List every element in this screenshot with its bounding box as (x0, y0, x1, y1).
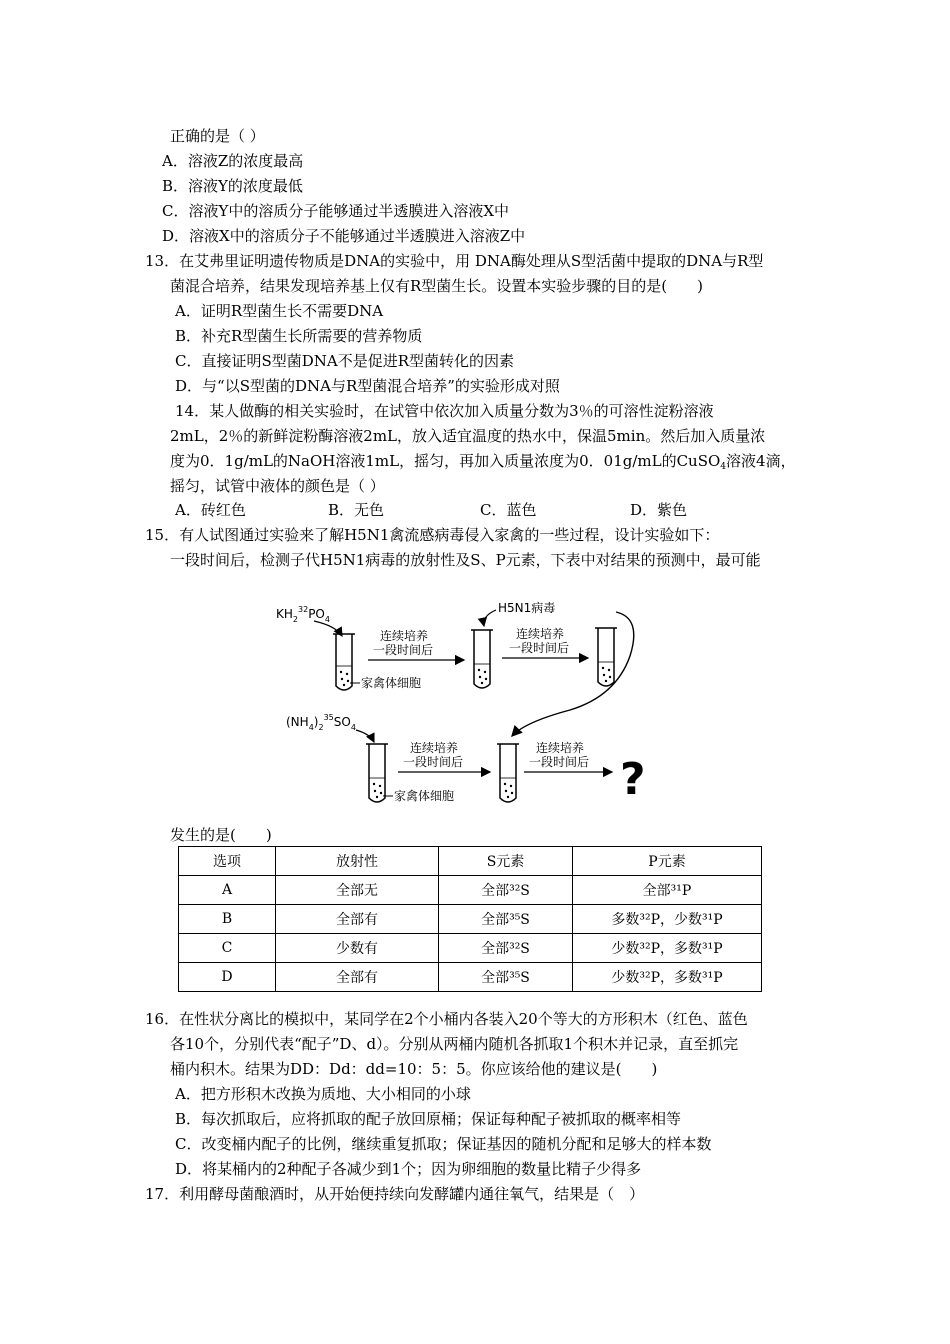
q14-stem-1: 14．某人做酶的相关实验时，在试管中依次加入质量分数为3％的可溶性淀粉溶液 (175, 402, 714, 420)
q12-option-c: C．溶液Y中的溶质分子能够通过半透膜进入溶液X中 (162, 202, 510, 220)
table-cell: C (179, 934, 276, 963)
q16-stem-3: 桶内积木。结果为DD：Dd：dd=10：5：5。你应该给他的建议是( ) (170, 1060, 658, 1078)
q12-stem-end: 正确的是（ ） (170, 127, 265, 145)
table-cell: 少数有 (276, 934, 439, 963)
q17-stem: 17．利用酵母菌酿酒时，从开始便持续向发酵罐内通往氧气，结果是（ ） (145, 1185, 645, 1203)
q14-option-b: B．无色 (328, 501, 385, 519)
table-cell: 全部³⁵S (439, 905, 573, 934)
q16-option-c: C．改变桶内配子的比例，继续重复抓取；保证基因的随机分配和足够大的样本数 (175, 1135, 712, 1153)
q15-stem-2: 一段时间后，检测子代H5N1病毒的放射性及S、P元素，下表中对结果的预测中，最可能 (170, 551, 761, 569)
cell-label-2: 家禽体细胞 (394, 789, 455, 803)
table-cell: 全部³⁵S (439, 963, 573, 992)
col-s-element: S元素 (439, 847, 573, 876)
step-label-4a: 连续培养 (536, 741, 585, 755)
test-tube-1 (333, 634, 355, 690)
table-cell: 少数³²P，多数³¹P (573, 934, 762, 963)
q12-option-a: A．溶液Z的浓度最高 (162, 152, 304, 170)
top-reagent-label: $KH_2^{32}PO_4$ (276, 605, 330, 624)
q16-option-a: A．把方形积木改换为质地、大小相同的小球 (175, 1085, 471, 1103)
q13-option-c: C．直接证明S型菌DNA不是促进R型菌转化的因素 (175, 352, 515, 370)
prediction-table (178, 846, 762, 992)
q12-option-b: B．溶液Y的浓度最低 (162, 177, 303, 195)
table-cell: 全部有 (276, 905, 439, 934)
q12-option-d: D．溶液X中的溶质分子不能够通过半透膜进入溶液Z中 (162, 227, 526, 245)
bottom-reagent-label: $(NH_4)_2^{35}SO_4$ (286, 713, 356, 732)
test-tube-5 (497, 744, 519, 802)
q13-option-b: B．补充R型菌生长所需要的营养物质 (175, 327, 423, 345)
step-label-4b: 一段时间后 (529, 755, 590, 769)
q13-stem-2: 菌混合培养，结果发现培养基上仅有R型菌生长。设置本实验步骤的目的是( ) (170, 277, 704, 295)
table-cell: B (179, 905, 276, 934)
col-radioactivity: 放射性 (276, 847, 439, 876)
table-cell: A (179, 876, 276, 905)
q14-option-c: C．蓝色 (480, 501, 537, 519)
col-option: 选项 (179, 847, 276, 876)
add-reagent-arrow-2 (356, 730, 374, 742)
test-tube-3 (595, 628, 617, 686)
test-tube-2 (471, 630, 493, 688)
table-cell: 全部³²S (439, 934, 573, 963)
table-cell: 全部³²S (439, 876, 573, 905)
q13-option-d: D．与“以S型菌的DNA与R型菌混合培养”的实验形成对照 (175, 377, 560, 395)
table-row (179, 963, 762, 992)
table-cell: 全部有 (276, 963, 439, 992)
experiment-diagram (270, 588, 690, 813)
q15-stem-1: 15．有人试图通过实验来了解H5N1禽流感病毒侵入家禽的一些过程，设计实验如下： (145, 526, 720, 544)
test-tube-4 (366, 744, 388, 802)
step-label-2b: 一段时间后 (509, 641, 570, 655)
step-label-1a: 连续培养 (380, 629, 429, 643)
cell-label-1: 家禽体细胞 (361, 676, 422, 690)
step-label-2a: 连续培养 (516, 627, 565, 641)
q14-stem-2: 2mL，2％的新鲜淀粉酶溶液2mL，放入适宜温度的热水中，保温5min。然后加入质量浓 (170, 427, 766, 445)
step-label-3b: 一段时间后 (403, 755, 464, 769)
table-cell: 全部³¹P (573, 876, 762, 905)
q13-stem-1: 13．在艾弗里证明遗传物质是DNA的实验中，用 DNA酶处理从S型活菌中提取的DNA与R型 (145, 252, 764, 270)
table-row (179, 905, 762, 934)
q14-stem-3: 度为0．1g/mL的NaOH溶液1mL，摇匀，再加入质量浓度为0．01g/mL的CuSO$_4$溶液4滴， (170, 452, 796, 472)
col-p-element: P元素 (573, 847, 762, 876)
virus-label: H5N1病毒 (498, 601, 556, 615)
q16-stem-2: 各10个，分别代表“配子”D、d）。分别从两桶内随机各抓取1个积木并记录，直至抓完 (170, 1035, 739, 1053)
table-cell: 少数³²P，多数³¹P (573, 963, 762, 992)
table-header-row (179, 847, 762, 876)
table-cell: 全部无 (276, 876, 439, 905)
q13-option-a: A．证明R型菌生长不需要DNA (175, 302, 384, 320)
table-row (179, 876, 762, 905)
q16-stem-1: 16．在性状分离比的模拟中，某同学在2个小桶内各装入20个等大的方形积木（红色、蓝色 (145, 1010, 748, 1028)
step-label-3a: 连续培养 (410, 741, 459, 755)
q14-option-a: A．砖红色 (175, 501, 246, 519)
table-cell: D (179, 963, 276, 992)
q14-option-d: D．紫色 (630, 501, 688, 519)
q15-stem-3: 发生的是( ) (170, 826, 272, 844)
q16-option-b: B．每次抓取后，应将抓取的配子放回原桶；保证每种配子被抓取的概率相等 (175, 1110, 682, 1128)
table-row (179, 934, 762, 963)
step-label-1b: 一段时间后 (373, 643, 434, 657)
table-cell: 多数³²P，少数³¹P (573, 905, 762, 934)
q16-option-d: D．将某桶内的2种配子各减少到1个；因为卵细胞的数量比精子少得多 (175, 1160, 642, 1178)
add-virus-arrow (484, 610, 496, 626)
q14-stem-4: 摇匀，试管中液体的颜色是（ ） (170, 477, 385, 495)
unknown-result-mark: ? (620, 754, 646, 805)
